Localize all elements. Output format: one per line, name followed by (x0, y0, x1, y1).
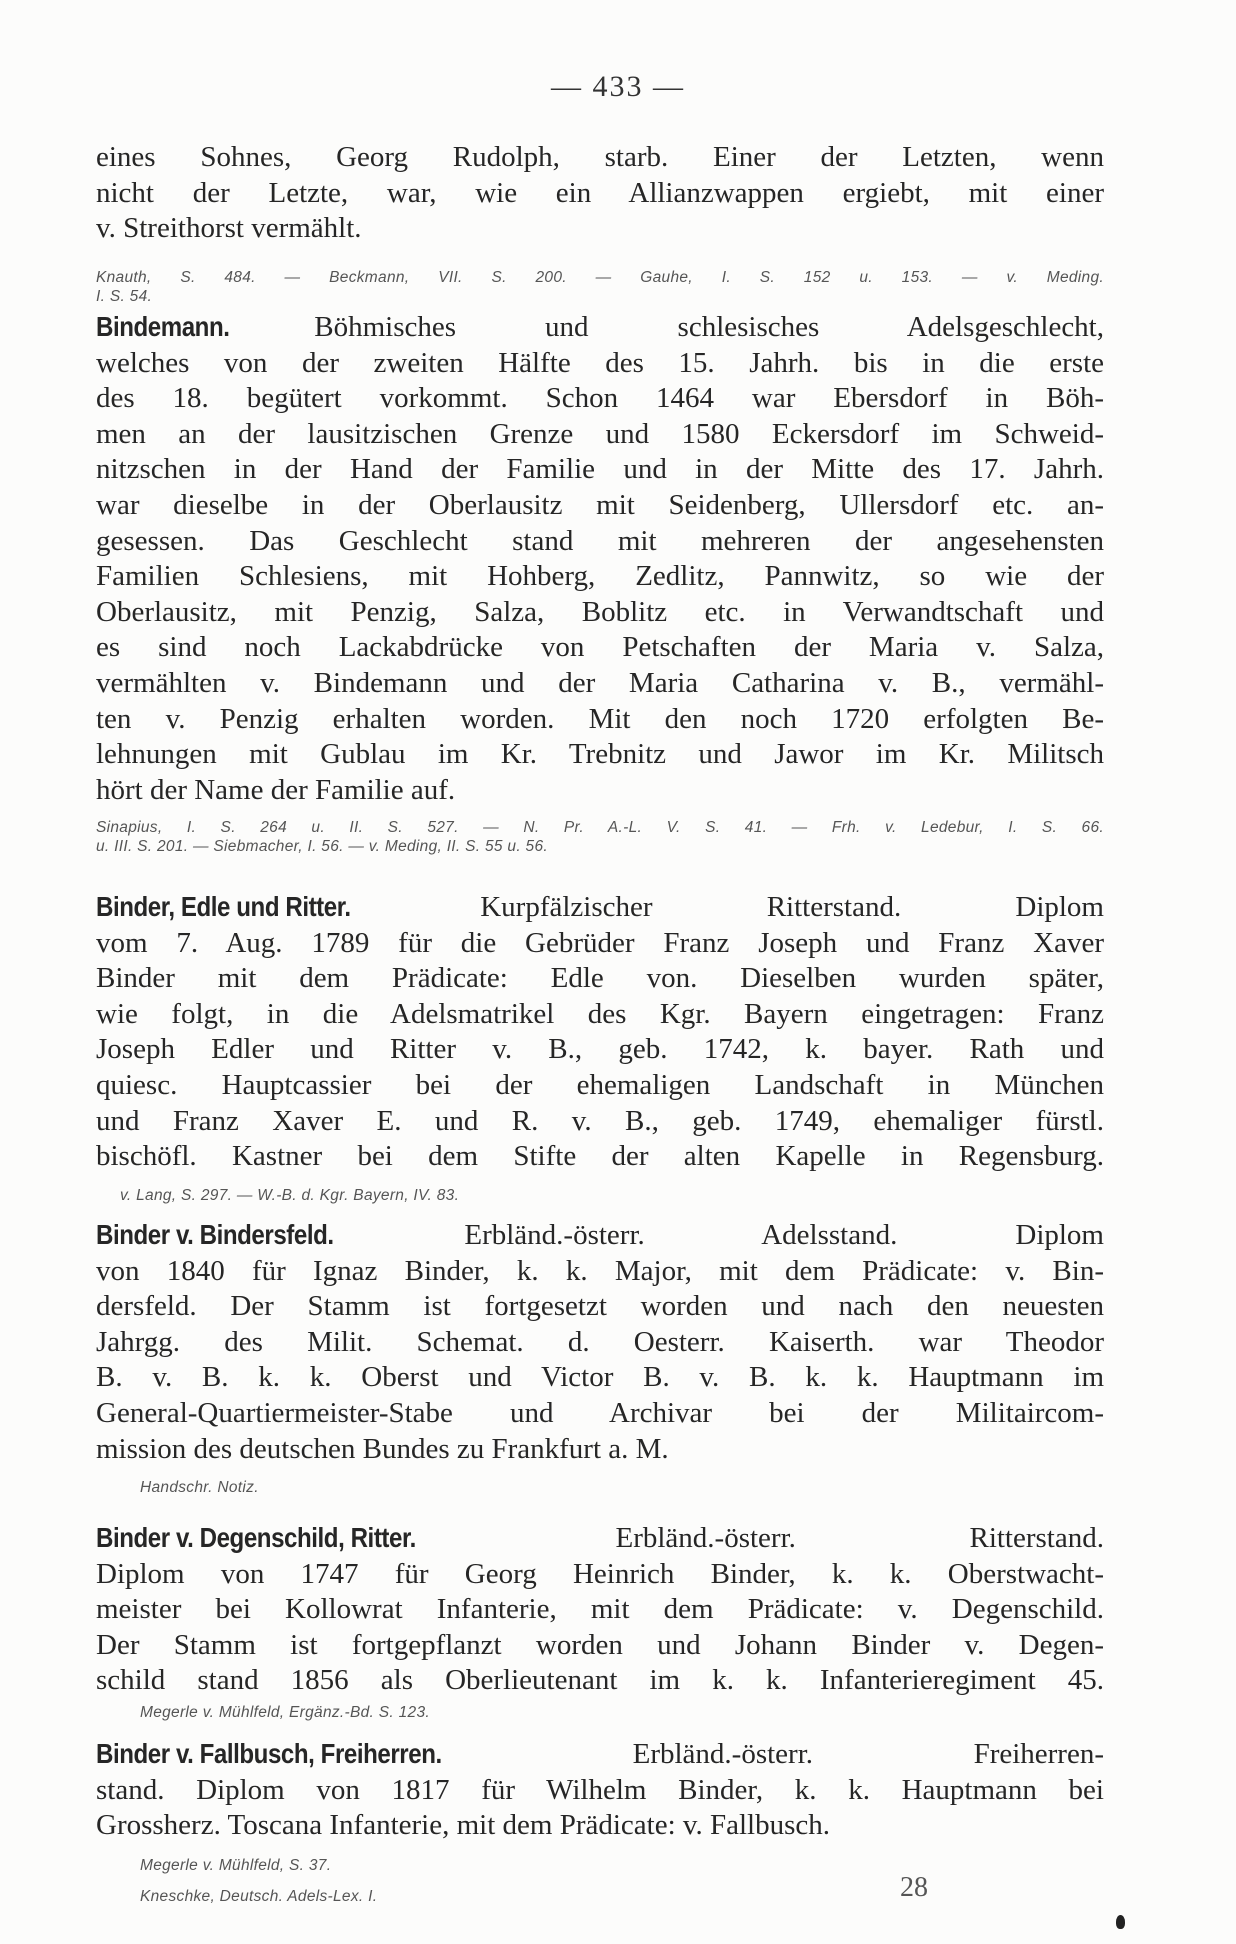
entry-heading: Bindemann. (96, 311, 230, 342)
entry-binder-fallbusch (96, 1737, 1104, 1844)
text-line: von 1840 für Ignaz Binder, k. k. Major, mit dem Prädicate: v. Bin- (96, 1254, 1104, 1287)
text-line: men an der lausitzischen Grenze und 1580 Eckersdorf im Schweid- (96, 417, 1104, 450)
text-line: stand. Diplom von 1817 für Wilhelm Binder, k. k. Hauptmann bei (96, 1773, 1104, 1806)
entry-bindemann-references (96, 818, 1104, 856)
entry-binder-bindersfeld-references (140, 1478, 259, 1497)
reference-line: Megerle v. Mühlfeld, S. 37. (140, 1857, 332, 1874)
text-line: Der Stamm ist fortgepflanzt worden und Johann Binder v. Degen- (96, 1628, 1104, 1661)
reference-line: Sinapius, I. S. 264 u. II. S. 527. — N. Pr. A.-L. V. S. 41. — Frh. v. Ledebur, I. S. 66. (96, 819, 1104, 836)
text-line: des 18. begütert vorkommt. Schon 1464 war Ebersdorf in Böh- (96, 382, 1104, 415)
text-line: B. v. B. k. k. Oberst und Victor B. v. B. k. k. Hauptmann im (96, 1361, 1104, 1394)
entry-binder-edle-references (120, 1186, 459, 1205)
entry-heading: Binder v. Degenschild, Ritter. (96, 1522, 416, 1553)
reference-line: Handschr. Notiz. (140, 1479, 259, 1496)
entry-text: Kurpfälzischer Ritterstand. Diplom (480, 891, 1104, 923)
text-line: wie folgt, in die Adelsmatrikel des Kgr. Bayern eingetragen: Franz (96, 997, 1104, 1030)
entry-text: Böhmisches und schlesisches Adelsgeschlecht, (314, 311, 1104, 343)
text-line: und Franz Xaver E. und R. v. B., geb. 1749, ehemaliger fürstl. (96, 1104, 1104, 1137)
text-line: quiesc. Hauptcassier bei der ehemaligen Landschaft in München (96, 1068, 1104, 1101)
intro-paragraph (96, 140, 1104, 247)
text-line: nicht der Letzte, war, wie ein Allianzwappen ergiebt, mit einer (96, 176, 1104, 209)
text-line (96, 310, 1104, 346)
page-number: — 433 — (551, 70, 685, 103)
entry-bindemann (96, 310, 1104, 808)
reference-line: I. S. 54. (96, 288, 153, 305)
entry-binder-degenschild-references (140, 1703, 430, 1722)
text-line: v. Streithorst vermählt. (96, 212, 362, 245)
ink-blot (1116, 1915, 1125, 1929)
text-line: nitzschen in der Hand der Familie und in der Mitte des 17. Jahrh. (96, 453, 1104, 486)
entry-heading: Binder v. Fallbusch, Freiherren. (96, 1738, 442, 1769)
text-line: vermählten v. Bindemann und der Maria Catharina v. B., vermähl- (96, 666, 1104, 699)
text-line (96, 1521, 1104, 1557)
signature-mark: 28 (900, 1872, 928, 1903)
entry-text: Erbländ.-österr. Freiherren- (632, 1738, 1104, 1770)
text-line: gesessen. Das Geschlecht stand mit mehreren der angesehensten (96, 524, 1104, 557)
reference-line: Kneschke, Deutsch. Adels-Lex. I. (140, 1888, 378, 1905)
reference-line: Knauth, S. 484. — Beckmann, VII. S. 200. — Gauhe, I. S. 152 u. 153. — v. Meding. (96, 269, 1104, 286)
reference-line: u. III. S. 201. — Siebmacher, I. 56. — v. Meding, II. S. 55 u. 56. (96, 838, 549, 855)
text-line: Oberlausitz, mit Penzig, Salza, Boblitz etc. in Verwandtschaft und (96, 595, 1104, 628)
text-line: ten v. Penzig erhalten worden. Mit den noch 1720 erfolgten Be- (96, 702, 1104, 735)
text-line: welches von der zweiten Hälfte des 15. Jahrh. bis in die erste (96, 346, 1104, 379)
text-line: schild stand 1856 als Oberlieutenant im k. k. Infanterieregiment 45. (96, 1664, 1104, 1697)
text-line: Joseph Edler und Ritter v. B., geb. 1742, k. bayer. Rath und (96, 1033, 1104, 1066)
text-line: General-Quartiermeister-Stabe und Archivar bei der Militaircom- (96, 1396, 1104, 1429)
entry-heading: Binder v. Bindersfeld. (96, 1219, 334, 1250)
text-line: meister bei Kollowrat Infanterie, mit dem Prädicate: v. Degenschild. (96, 1593, 1104, 1626)
text-line: Jahrgg. des Milit. Schemat. d. Oesterr. Kaiserth. war Theodor (96, 1325, 1104, 1358)
entry-heading: Binder, Edle und Ritter. (96, 891, 351, 922)
text-line: bischöfl. Kastner bei dem Stifte der alten Kapelle in Regensburg. (96, 1140, 1104, 1173)
entry-binder-bindersfeld (96, 1218, 1104, 1467)
text-line: es sind noch Lackabdrücke von Petschaften der Maria v. Salza, (96, 631, 1104, 664)
intro-references (96, 268, 1104, 306)
text-line (96, 890, 1104, 926)
entry-binder-fallbusch-references (140, 1850, 377, 1912)
text-line: Grossherz. Toscana Infanterie, mit dem Prädicate: v. Fallbusch. (96, 1809, 831, 1842)
text-line: vom 7. Aug. 1789 für die Gebrüder Franz Joseph und Franz Xaver (96, 926, 1104, 959)
text-line: mission des deutschen Bundes zu Frankfurt a. M. (96, 1432, 669, 1465)
reference-line: v. Lang, S. 297. — W.-B. d. Kgr. Bayern, IV. 83. (120, 1187, 460, 1204)
entry-text: Erbländ.-österr. Ritterstand. (615, 1522, 1104, 1554)
text-line: Diplom von 1747 für Georg Heinrich Binder, k. k. Oberstwacht- (96, 1557, 1104, 1590)
entry-text: Erbländ.-österr. Adelsstand. Diplom (464, 1219, 1104, 1251)
entry-binder-degenschild (96, 1521, 1104, 1699)
text-line: Familien Schlesiens, mit Hohberg, Zedlitz, Pannwitz, so wie der (96, 560, 1104, 593)
text-line: war dieselbe in der Oberlausitz mit Seidenberg, Ullersdorf etc. an- (96, 488, 1104, 521)
entry-binder-edle-und-ritter (96, 890, 1104, 1175)
text-line: eines Sohnes, Georg Rudolph, starb. Einer der Letzten, wenn (96, 141, 1104, 173)
text-line (96, 1218, 1104, 1254)
text-line: hört der Name der Familie auf. (96, 773, 456, 806)
reference-line: Megerle v. Mühlfeld, Ergänz.-Bd. S. 123. (140, 1704, 430, 1721)
text-line: dersfeld. Der Stamm ist fortgesetzt worden und nach den neuesten (96, 1290, 1104, 1323)
text-line: Binder mit dem Prädicate: Edle von. Dieselben wurden später, (96, 962, 1104, 995)
text-line (96, 1737, 1104, 1773)
text-line: lehnungen mit Gublau im Kr. Trebnitz und Jawor im Kr. Militsch (96, 738, 1104, 771)
